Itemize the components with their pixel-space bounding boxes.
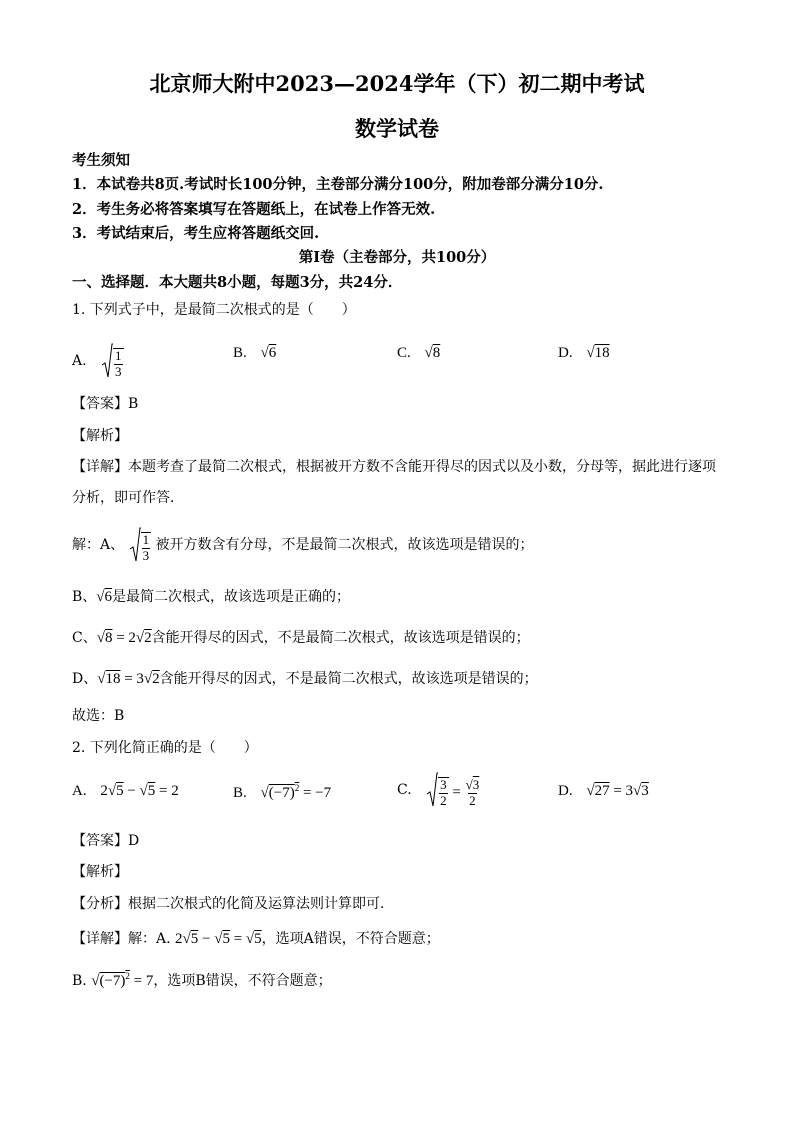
sqrt-expression: √6 [96,589,113,605]
solution-c [72,627,530,647]
notice-heading: 考生须知 [72,152,130,169]
detail-a [72,928,440,948]
analysis-label: 【解析】 [72,428,128,444]
question-2-stem: 2. 下列化简正确的是（ ） [72,740,258,756]
part-title: 第Ⅰ卷（主卷部分，共100分） [298,249,496,266]
solution-prefix: B、 [72,589,97,605]
math-expression: √18 = 3√2 [97,671,160,687]
sqrt-expression: √8 [424,345,441,361]
notice-item: 1．本试卷共8页.考试时长100分钟，主卷部分满分100分，附加卷部分满分10分. [72,176,604,193]
solution-text: 含能开得尽的因式，不是最简二次根式，故该选项是错误的； [151,630,530,646]
math-expression: √8 = 2√2 [96,630,152,646]
detail-text: ，选项B错误，不符合题意； [153,973,332,989]
question-1-stem: 1. 下列式子中，是最简二次根式的是（ ） [72,302,356,318]
detail-line: 分析，即可作答． [72,490,184,506]
detail-b [72,970,332,990]
answer-label: 【答案】D [72,833,140,849]
option-label: B. [233,345,247,361]
sqrt-expression: √6 [260,345,277,361]
solution-prefix: C、 [72,630,97,646]
choose-line: 故选：B [72,708,125,724]
math-expression: $\frac{3}{2}$ = $\frac{√3}{2}$ [426,772,480,808]
option-label: C. [397,782,412,798]
section-heading: 一、选择题．本大题共8小题，每题3分，共24分． [72,274,403,291]
option-label: B. [233,785,247,801]
option-label: A. [72,353,87,369]
solution-b [72,586,350,606]
math-expression: 2√5 − √5 = √5 [175,931,262,947]
notice-item: 3．考试结束后，考生应将答题纸交回. [72,225,320,242]
option-label: D. [558,345,573,361]
detail-text: ，选项A错误，不符合题意； [261,931,440,947]
exam-title: 北京师大附中2023—2024学年（下）初二期中考试 [149,71,645,96]
option-d [558,345,610,362]
radical-icon [101,343,113,379]
option-d [558,783,649,800]
answer-label: 【答案】B [72,396,139,412]
math-expression: √27 = 3√3 [586,783,649,799]
option-b [233,783,331,802]
notice-item: 2．考生务必将答案填写在答题纸上，在试卷上作答无效. [72,201,436,218]
radical-icon [129,527,141,563]
solution-text: 是最简二次根式，故该选项是正确的； [112,589,351,605]
option-c [397,345,440,362]
radical-icon [426,772,438,808]
exam-subtitle: 数学试卷 [355,116,439,141]
math-expression: $√(-7)^2 = -7$ [260,783,332,801]
detail-line: 【详解】本题考查了最简二次根式，根据被开方数不含能开得尽的因式以及小数，分母等，据此进行逐项 [72,459,716,475]
detail-prefix: 【详解】解：A. [72,931,171,947]
analysis-label: 【解析】 [72,864,128,880]
math-expression: 2√5 − √5 = 2 [100,783,179,799]
sqrt-expression: √18 [586,345,610,361]
solution-d [72,668,538,688]
option-label: A. [72,783,87,799]
option-b [233,345,276,362]
sqrt-one-third: $\frac{1}{3}$ [101,343,124,379]
analysis-line: 【分析】根据二次根式的化简及运算法则计算即可． [72,896,394,912]
option-a [72,343,124,379]
solution-prefix: 解：A、 [72,537,125,553]
math-expression: $√(-7)^2 = 7$ [91,971,154,989]
solution-text: 被开方数含有分母，不是最简二次根式，故该选项是错误的； [155,537,534,553]
option-a [72,783,179,800]
option-c [397,772,480,808]
sqrt-one-third: $\frac{1}{3}$ [129,527,152,563]
detail-prefix: B. [72,973,87,989]
solution-a [72,527,534,563]
solution-text: 含能开得尽的因式，不是最简二次根式，故该选项是错误的； [159,671,538,687]
solution-prefix: D、 [72,671,98,687]
option-label: C. [397,345,411,361]
option-label: D. [558,783,573,799]
